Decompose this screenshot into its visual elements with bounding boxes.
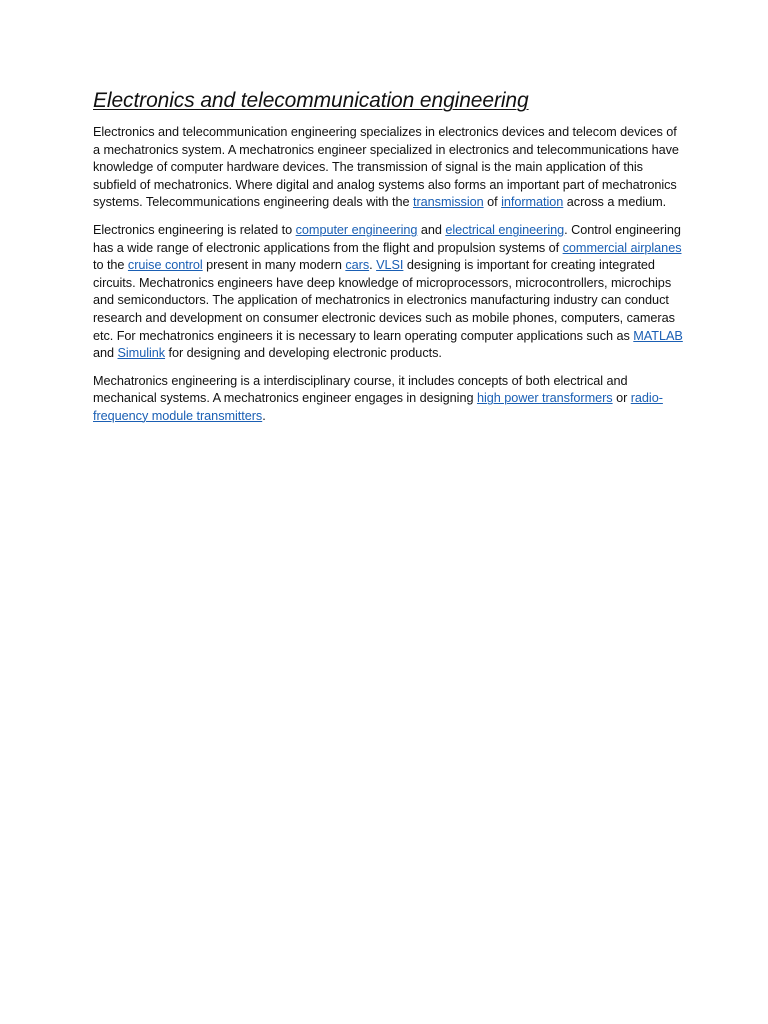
paragraph-text: of — [483, 195, 502, 210]
link-vlsi[interactable]: VLSI — [376, 258, 404, 273]
link-simulink[interactable]: Simulink — [117, 346, 166, 361]
document-title: Electronics and telecommunication engineering — [93, 89, 529, 112]
link-cars[interactable]: cars — [345, 258, 370, 273]
paragraph-mechatronics — [93, 373, 683, 426]
paragraph-text: . — [369, 258, 377, 273]
paragraph-text: and — [417, 222, 446, 237]
link-computer-engineering[interactable]: computer engineering — [295, 222, 418, 237]
paragraph-text: and — [93, 346, 118, 361]
link-information[interactable]: information — [501, 195, 564, 210]
paragraph-text: . — [262, 408, 266, 423]
link-commercial-airplanes[interactable]: commercial airplanes — [562, 240, 682, 255]
paragraph-text: across a medium. — [563, 195, 667, 210]
paragraph-text: present in many modern — [202, 258, 346, 273]
link-matlab[interactable]: MATLAB — [633, 328, 683, 343]
link-rf-module-transmitters[interactable]: radio-frequency module transmitters — [93, 391, 663, 423]
link-high-power-transformers[interactable]: high power transformers — [476, 391, 613, 406]
paragraph-text: Mechatronics engineering is a interdisciplinary course, it includes concepts of both electrical and mechanical systems. A mechatronics engineer engages in designing — [93, 373, 628, 406]
link-electrical-engineering[interactable]: electrical engineering — [445, 222, 565, 237]
paragraph-text: for designing and developing electronic products. — [165, 346, 442, 361]
paragraph-text: Electronics engineering is related to — [93, 222, 296, 237]
paragraph-text: to the — [93, 258, 128, 273]
paragraph-text: designing is important for creating integrated circuits. Mechatronics engineers have deep knowledge of microprocessors, microcontrollers, microchips and semiconductors. The application of mechatronics in electronics manufacturing industry can conduct research and development on consumer electronic devices such as mobile phones, computers, cameras etc. For mechatronics engineers it is necessary to learn operating computer applications such as — [93, 258, 675, 343]
paragraph-text: or — [612, 391, 631, 406]
paragraph-electronics — [93, 222, 683, 363]
paragraph-text: Electronics and telecommunication engineering specializes in electronics devices and telecom devices of a mechatronics system. A mechatronics engineer specialized in electronics and telecommunications have knowledge of computer hardware devices. The transmission of signal is the main application of this subfield of mechatronics. Where digital and analog systems also forms an important part of mechatronics systems. Telecommunications engineering deals with the — [93, 125, 679, 210]
paragraph-telecom — [93, 124, 683, 212]
document-page — [93, 88, 683, 436]
paragraph-text: . Control engineering has a wide range of electronic applications from the flight and propulsion systems of — [93, 222, 681, 255]
link-cruise-control[interactable]: cruise control — [127, 258, 203, 273]
link-transmission[interactable]: transmission — [413, 195, 484, 210]
